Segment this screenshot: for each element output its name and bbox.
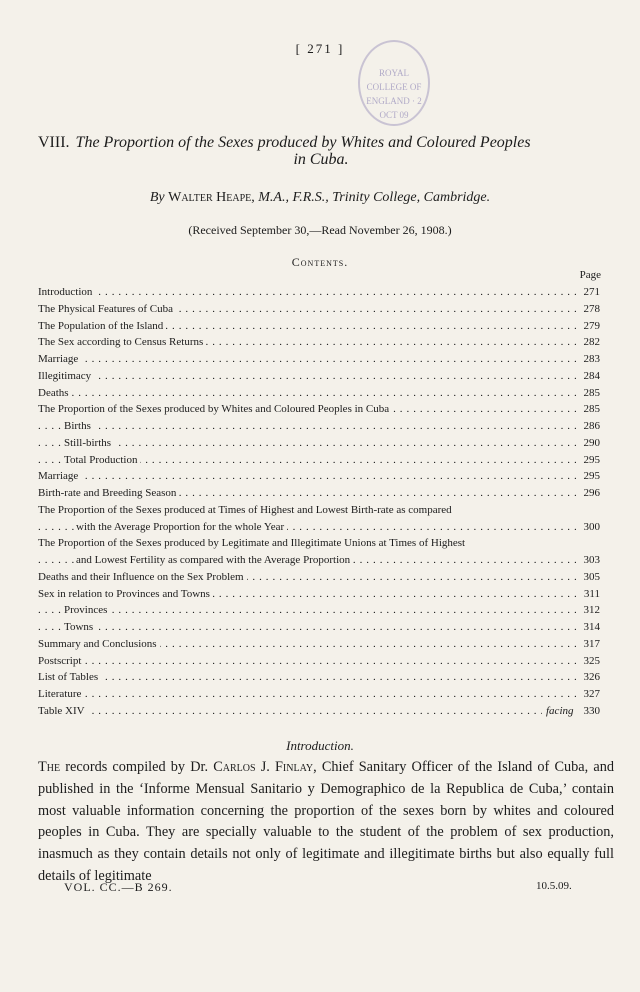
- toc-entry[interactable]: The Proportion of the Sexes produced by Whites and Coloured Peoples in Cuba 285 . . .: [38, 401, 600, 418]
- library-stamp: [358, 40, 430, 126]
- author-name: Walter Heape,: [168, 190, 255, 205]
- title-line-1: The Proportion of the Sexes produced by Whites and Coloured Peoples: [75, 134, 531, 151]
- section-heading: Introduction.: [286, 738, 354, 753]
- toc-entry-continuation[interactable]: and Lowest Fertility as compared with the Average Proportion 303 . . .: [38, 552, 600, 569]
- byline: [0, 190, 640, 206]
- toc-entry[interactable]: Introduction 271 . . .: [38, 284, 600, 301]
- toc-entry[interactable]: Illegitimacy 284 . . .: [38, 368, 600, 385]
- page-column-heading: Page: [579, 269, 601, 281]
- toc-entry[interactable]: Summary and Conclusions 317 . . .: [38, 636, 600, 653]
- toc-entry[interactable]: Table XIV facing 330 . . .: [38, 703, 600, 720]
- introduction-paragraph: [38, 757, 614, 888]
- toc-entry[interactable]: Sex in relation to Provinces and Towns 311 . . .: [38, 586, 600, 603]
- title-line-2: in Cuba.: [293, 151, 349, 168]
- toc-entry[interactable]: The Sex according to Census Returns 282 . . .: [38, 334, 600, 351]
- toc-entry[interactable]: List of Tables 326 . . .: [38, 669, 600, 686]
- byline-by: By: [149, 190, 165, 205]
- toc-entry[interactable]: Deaths and their Influence on the Sex Problem 305 . . .: [38, 569, 600, 586]
- toc-entry[interactable]: Marriage 295 . . .: [38, 468, 600, 485]
- paragraph-text: records compiled by Dr.: [60, 759, 214, 775]
- toc-entry[interactable]: Postscript 325 . . .: [38, 653, 600, 670]
- toc-entry[interactable]: Deaths 285 . . .: [38, 385, 600, 402]
- lead-word: The: [38, 759, 61, 775]
- toc-entry[interactable]: The Population of the Island 279 . . .: [38, 318, 600, 335]
- toc-subentry[interactable]: Towns 314 . . .: [38, 619, 600, 636]
- toc-entry[interactable]: The Physical Features of Cuba 278 . . .: [38, 301, 600, 318]
- facing-label: facing: [546, 704, 574, 717]
- contents-heading: Contents.: [291, 255, 349, 269]
- toc-entry[interactable]: The Proportion of the Sexes produced at Times of Highest and Lowest Birth-rate as compared: [38, 502, 600, 519]
- toc-entry[interactable]: The Proportion of the Sexes produced by Legitimate and Illegitimate Unions at Times of Highest: [38, 535, 600, 552]
- table-of-contents: [38, 284, 600, 720]
- toc-entry[interactable]: Literature 327 . . .: [38, 686, 600, 703]
- toc-subentry[interactable]: Provinces 312 . . .: [38, 602, 600, 619]
- volume-reference: VOL. CC.—B 269.: [64, 880, 173, 894]
- person-name: Carlos J. Finlay,: [213, 759, 317, 775]
- toc-entry[interactable]: Marriage 283 . . .: [38, 351, 600, 368]
- stamp-text: ROYAL COLLEGE OF ENGLAND · 2 OCT 09: [366, 68, 422, 120]
- toc-subentry[interactable]: Total Production 295 . . .: [38, 452, 600, 469]
- toc-entry[interactable]: Birth-rate and Breeding Season 296 . . .: [38, 485, 600, 502]
- author-credentials: M.A., F.R.S., Trinity College, Cambridge.: [258, 190, 491, 205]
- toc-entry-continuation[interactable]: with the Average Proportion for the whole Year 300 . . .: [38, 519, 600, 536]
- received-date: (Received September 30,—Read November 26, 1908.): [188, 223, 452, 237]
- toc-page: 330: [583, 704, 600, 717]
- print-date: 10.5.09.: [536, 880, 572, 892]
- toc-subentry[interactable]: Still-births 290 . . .: [38, 435, 600, 452]
- page-number: [ 271 ]: [295, 41, 345, 56]
- paragraph-text: Chief Sanitary Officer of the Island of Cuba, and published in the ‘Informe Mensual Sanitario y Demographico de la Republica de Cuba,’ contain most valuable information concerning the proportion of the sexes born by whites and coloured peoples in Cuba. They are specially valuable to the student of the problem of sex production, inasmuch as they contain details not only of legitimate and illegitimate births but also equally full details of legitimate: [38, 759, 614, 884]
- article-title: [38, 134, 604, 168]
- article-number: VIII.: [38, 134, 70, 151]
- toc-subentry[interactable]: Births 286 . . .: [38, 418, 600, 435]
